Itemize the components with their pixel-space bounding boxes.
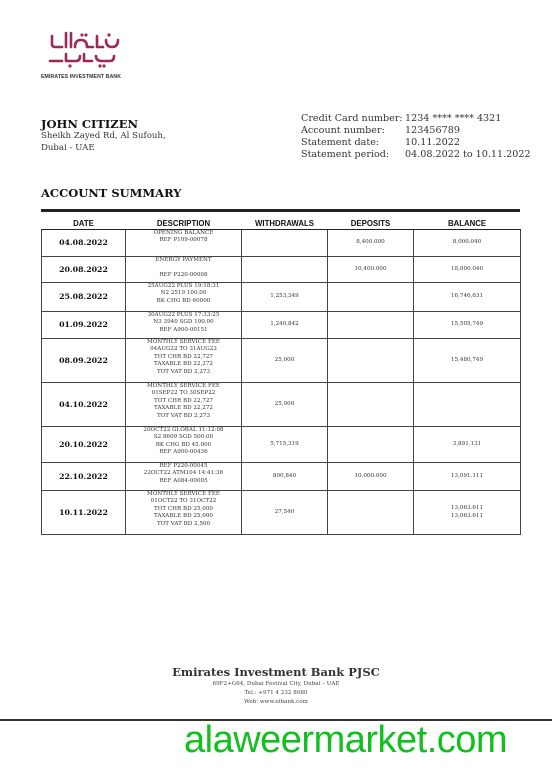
description-line: OPENING BALANCE [153,230,214,236]
row-deposit [328,383,414,427]
row-balance: 8,000.040 [414,230,521,257]
bank-logo [40,28,130,72]
customer-address-line2: Dubai - UAE [41,143,95,153]
row-balance: 16,746,631 [414,283,521,312]
row-withdrawal [242,257,328,283]
description-line: ENERGY PAYMENT [155,257,212,263]
bank-name-small: EMIRATES INVESTMENT BANK [41,74,122,80]
description-line: REF P220-00008 [159,271,208,278]
row-date: 08.09.2022 [42,339,126,383]
row-date: 04.10.2022 [42,383,126,427]
row-date: 10.11.2022 [42,491,126,535]
footer-phone: Tel.: +971 4 232 8080 [244,690,308,696]
row-withdrawal: 5,715,319 [242,427,328,463]
description-line: REF A900-00151 [159,326,208,333]
row-description [126,339,242,383]
row-deposit: 8,400.000 [328,230,414,257]
description-line: BK CHG BD 45.000 [155,441,212,448]
credit-card-value: 1234 **** **** 4321 [405,113,502,124]
row-withdrawal: 25,000 [242,339,328,383]
table-row [42,312,521,339]
table-row [42,283,521,312]
row-description [126,257,242,283]
row-date: 20.08.2022 [42,257,126,283]
row-description [126,230,242,257]
row-deposit [328,339,414,383]
column-header-deposits: DEPOSITS [328,218,414,230]
customer-name: JOHN CITIZEN [41,117,138,131]
row-description [126,283,242,312]
column-header-balance: BALANCE [414,218,521,230]
account-summary-table [41,218,521,535]
row-deposit: 10,400.000 [328,257,414,283]
row-balance [414,491,521,535]
row-deposit [328,491,414,535]
table-row [42,427,521,463]
description-line: 22OCT22 ATM104 14:41:36 [143,470,224,477]
description-line: 01SEP22 TO 30SEP22 [151,390,216,397]
footer-bank-name: Emirates Investment Bank PJSC [172,665,380,679]
statement-date-label: Statement date: [301,137,380,148]
description-line: MONTHLY SERVICE FEE [146,339,220,345]
description-line: N3 3940 SGD 100.00 [153,319,214,326]
description-line: TOT CHR BD 22,727 [154,353,213,360]
table-row [42,463,521,491]
description-line: N2 2519 100.00 [160,290,207,297]
balance-line: 13,063.611 [450,512,484,519]
description-line: 30AUG22 PLUS 17:33:25 [147,312,220,318]
summary-divider [41,209,520,212]
account-summary-title: ACCOUNT SUMMARY [41,186,182,200]
account-number-value: 123456789 [405,125,460,136]
customer-address-line1: Sheikh Zayed Rd, Al Sufouh, [41,131,166,141]
statement-period-value: 04.08.2022 to 10.11.2022 [405,149,531,160]
row-withdrawal: 27,540 [242,491,328,535]
row-deposit [328,427,414,463]
row-balance: 15,480,749 [414,339,521,383]
description-line [127,264,240,271]
row-withdrawal: 1,240,842 [242,312,328,339]
statement-date-value: 10.11.2022 [405,137,460,148]
footer-website: Web: www.eibank.com [244,699,308,705]
row-description [126,427,242,463]
footer-address: 69F2+G64, Dubai Festival City, Dubai – UAE [212,681,340,687]
row-date: 01.09.2022 [42,312,126,339]
table-row [42,230,521,257]
table-row [42,339,521,383]
description-line: TOT CHR BD 25,000 [154,505,213,512]
statement-period-label: Statement period: [301,149,390,160]
column-header-description: DESCRIPTION [126,218,242,230]
description-line: TOT VAT BD 2,500 [156,520,211,527]
description-line: 01OCT22 TO 31OCT22 [150,498,217,505]
description-line: REF A084-00005 [159,477,208,484]
description-line: TOT VAT BD 2,273 [156,368,211,375]
description-line: BK CHG BD 60000 [156,297,211,304]
description-line: 04AUG22 TO 31AUG22 [150,346,217,353]
row-deposit: 10.000.000 [328,463,414,491]
account-number-label: Account number: [301,125,385,136]
row-description [126,312,242,339]
row-balance: 13,091.111 [414,463,521,491]
row-withdrawal: 800,840 [242,463,328,491]
description-line: MONTHLY SERVICE FEE [146,491,220,497]
watermark-text: alaweermarket.com [184,719,508,761]
row-description [126,463,242,491]
credit-card-label: Credit Card number: [301,113,403,124]
row-description [126,383,242,427]
description-line: MONTHLY SERVICE FEE [146,383,220,389]
row-balance [414,383,521,427]
description-line: 20OCT22 GLOBAL 11:12:08 [143,427,224,433]
row-balance: 18,000.040 [414,257,521,283]
description-line: REF P220-00045 [159,463,208,469]
description-line: REF A900-00436 [159,449,208,456]
row-withdrawal [242,230,328,257]
table-row [42,257,521,283]
row-description [126,491,242,535]
row-balance: 15,505,749 [414,312,521,339]
description-line: TOT VAT BD 2,273 [156,412,211,419]
balance-line: 13,063.611 [450,505,484,512]
table-row [42,491,521,535]
column-header-withdrawals: WITHDRAWALS [242,218,328,230]
description-line: 25AUG22 PLUS 19:18:31 [147,283,220,289]
row-withdrawal: 1,253,349 [242,283,328,312]
description-line: TAXABLE BD 25,000 [154,513,213,520]
row-withdrawal: 25,000 [242,383,328,427]
row-date: 25.08.2022 [42,283,126,312]
row-date: 04.08.2022 [42,230,126,257]
row-deposit [328,312,414,339]
table-row [42,383,521,427]
row-deposit [328,283,414,312]
column-header-date: DATE [42,218,126,230]
row-date: 22.10.2022 [42,463,126,491]
description-line: TAXABLE BD 22,272 [154,361,213,368]
table-header-row [42,218,521,230]
description-line: REF P109-00078 [159,237,208,244]
description-line: S2 8609 SGD 500.00 [153,434,214,441]
row-balance: 3,891.131 [414,427,521,463]
description-line: TOT CHR BD 22,727 [154,397,213,404]
bank-logo-mark [40,28,130,72]
description-line: TAXABLE BD 22,272 [154,405,213,412]
row-date: 20.10.2022 [42,427,126,463]
